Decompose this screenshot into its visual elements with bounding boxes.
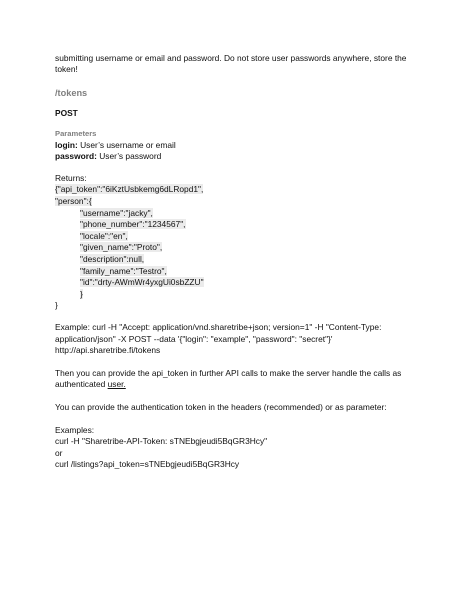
returns-label: Returns: [55,173,87,183]
returns-field [80,231,128,242]
returns-field [80,266,167,277]
parameters-heading: Parameters [55,129,97,138]
returns-field-code: "username":"jacky", [80,208,153,218]
auth-note: You can provide the authentication token in the headers (recommended) or as parameter: [55,402,387,412]
usage-line-1: Then you can provide the api_token in further API calls to make the server handle the calls as [55,368,402,378]
returns-field-code: "given_name":"Proto", [80,242,163,252]
returns-field [80,219,186,230]
examples-label: Examples: [55,425,95,435]
returns-field-code: "description":null, [80,254,145,264]
intro-line-1: submitting username or email and password. Do not store user passwords anywhere, store the [55,53,407,63]
returns-field-code: } [80,289,83,299]
param-password [55,151,161,162]
param-token-example: curl /listings?api_token=sTNEbgjeudi5BqGR3Hcy [55,459,240,469]
header-token-example: curl -H "Sharetribe-API-Token: sTNEbgjeudi5BqGR3Hcy" [55,436,268,446]
param-login-desc: User’s username or email [77,140,176,150]
returns-token-code: {"api_token":"6iKztUsbkemg6dLRopd1", [55,184,204,194]
returns-field [80,277,204,288]
http-method: POST [55,108,78,118]
returns-field [80,208,153,219]
returns-closing-brace: } [55,300,58,310]
example-line-1: Example: curl -H "Accept: application/vnd.sharetribe+json; version=1" -H "Content-Type: [55,322,382,332]
or-separator: or [55,448,63,458]
param-password-desc: User’s password [96,151,162,161]
param-login-name: login: [55,140,78,150]
param-login [55,140,176,151]
returns-token-line [55,184,203,195]
returns-field-code: "family_name":"Testro", [80,266,167,276]
param-password-name: password: [55,151,97,161]
usage-line-2-text: authenticated [55,379,108,389]
returns-field-code: "locale":"en", [80,231,128,241]
returns-field-code: "id":"drty-AWmWr4yxgUi0sbZZU" [80,277,204,287]
returns-field [80,242,162,253]
example-line-3: http://api.sharetribe.fi/tokens [55,345,161,355]
example-line-2: application/json" -X POST --data '{"login": "example", "password": "secret"}' [55,334,333,344]
usage-line-2 [55,379,126,390]
usage-line-2-underlined: user. [107,379,126,389]
intro-line-2: token! [55,64,78,74]
returns-field [80,254,144,265]
endpoint-path-heading: /tokens [55,88,88,98]
returns-field [80,289,83,300]
returns-person-line [55,196,92,207]
returns-field-code: "phone_number":"1234567", [80,219,186,229]
returns-person-code: "person":{ [55,196,92,206]
